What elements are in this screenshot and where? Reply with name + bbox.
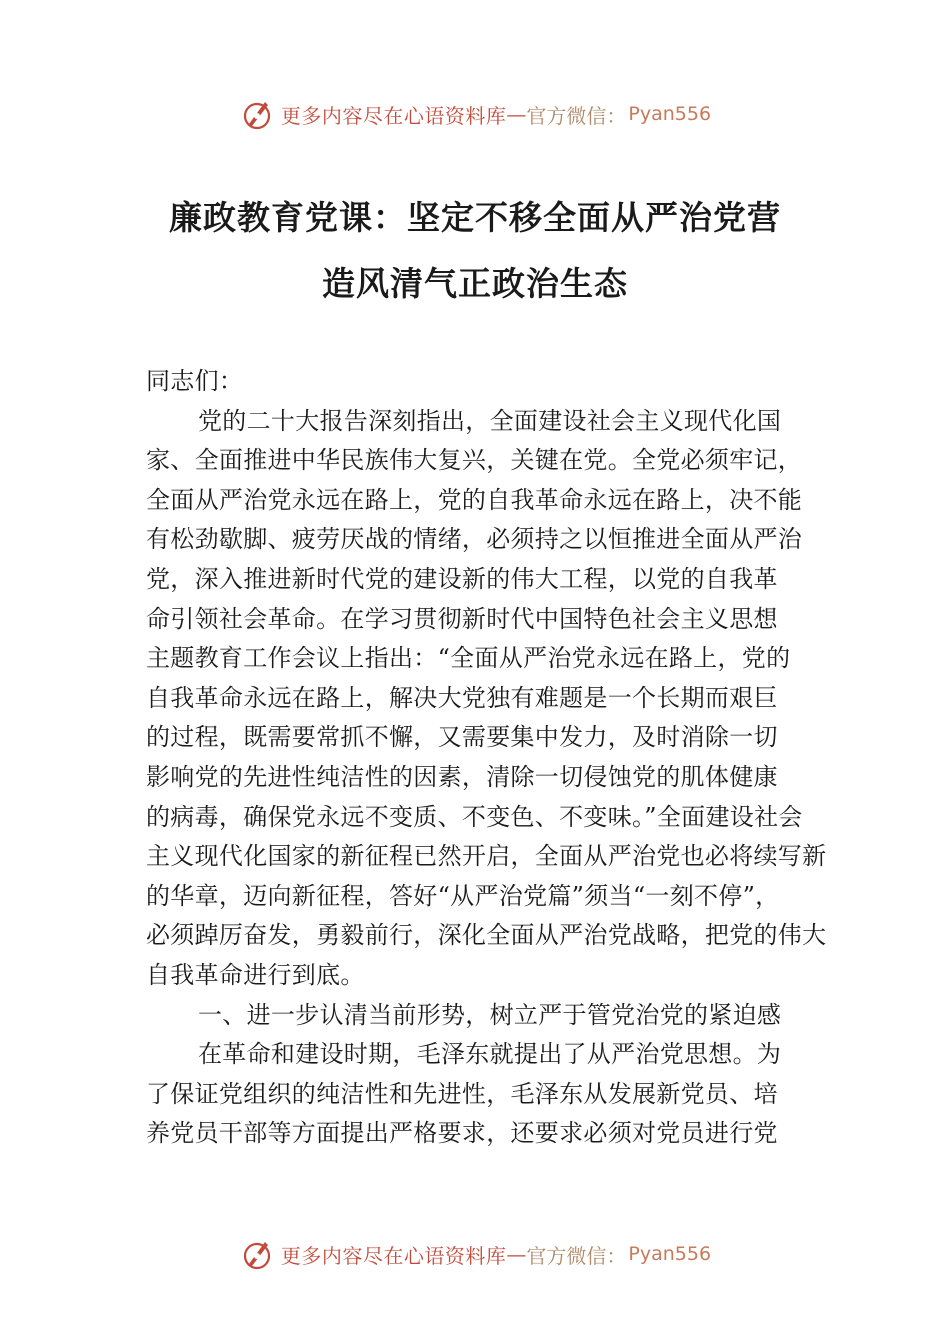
paragraph-line: 有松劲歇脚、疲劳厌战的情绪，必须持之以恒推进全面从严治 [146,525,803,554]
paragraph-line: 养党员干部等方面提出严格要求，还要求必须对党员进行党 [146,1119,778,1148]
paragraph-line: 全面从严治党永远在路上，党的自我革命永远在路上，决不能 [146,485,803,514]
watermark-text: 更多内容尽在心语资料库 [280,1243,507,1268]
salutation: 同志们： [146,367,244,395]
paragraph-line: 的过程，既需要常抓不懈，又需要集中发力，及时消除一切 [146,723,778,752]
paragraph-line: 的病毒，确保党永远不变质、不变色、不变味。”全面建设社会 [146,802,803,831]
paragraph-line: 在革命和建设时期，毛泽东就提出了从严治党思想。为 [198,1040,782,1069]
document-title-line-1: 廉政教育党课：坚定不移全面从严治党营 [169,198,781,237]
paragraph-line: 自我革命进行到底。 [146,960,365,989]
paragraph-line: 党，深入推进新时代党的建设新的伟大工程，以党的自我革 [146,564,778,593]
paragraph-line: 了保证党组织的纯洁性和先进性，毛泽东从发展新党员、培 [146,1079,778,1108]
watermark-wechat-label: 官方微信： [526,103,627,128]
watermark-wechat-label: 官方微信： [526,1243,627,1268]
document-body [146,362,826,1154]
paragraph-line: 命引领社会革命。在学习贯彻新时代中国特色社会主义思想 [146,604,778,633]
paragraph-line: 党的二十大报告深刻指出，全面建设社会主义现代化国 [198,406,782,435]
paragraph-line: 自我革命永远在路上，解决大党独有难题是一个长期而艰巨 [146,683,778,712]
paragraph-line: 必须踔厉奋发，勇毅前行，深化全面从严治党战略，把党的伟大 [146,921,827,950]
watermark-text: 更多内容尽在心语资料库 [280,103,507,128]
quill-logo-icon [239,1236,275,1272]
footer-watermark [0,1232,950,1276]
paragraph-line: 主题教育工作会议上指出：“全面从严治党永远在路上，党的 [146,644,791,673]
section-heading: 一、进一步认清当前形势，树立严于管党治党的紧迫感 [198,1000,782,1029]
watermark-separator: — [506,102,527,126]
watermark-separator: — [506,1242,527,1266]
quill-logo-icon [239,96,275,132]
paragraph-line: 的华章，迈向新征程，答好“从严治党篇”须当“一刻不停”， [146,881,780,910]
document-title-line-2: 造风清气正政治生态 [322,264,628,303]
watermark-wechat-id: Pyan556 [628,1243,712,1265]
header-watermark [0,92,950,136]
paragraph-line: 影响党的先进性纯洁性的因素，清除一切侵蚀党的肌体健康 [146,762,778,791]
paragraph-line: 主义现代化国家的新征程已然开启，全面从严治党也必将续写新 [146,842,827,871]
paragraph-line: 家、全面推进中华民族伟大复兴，关键在党。全党必须牢记， [146,446,803,475]
watermark-wechat-id: Pyan556 [628,103,712,125]
